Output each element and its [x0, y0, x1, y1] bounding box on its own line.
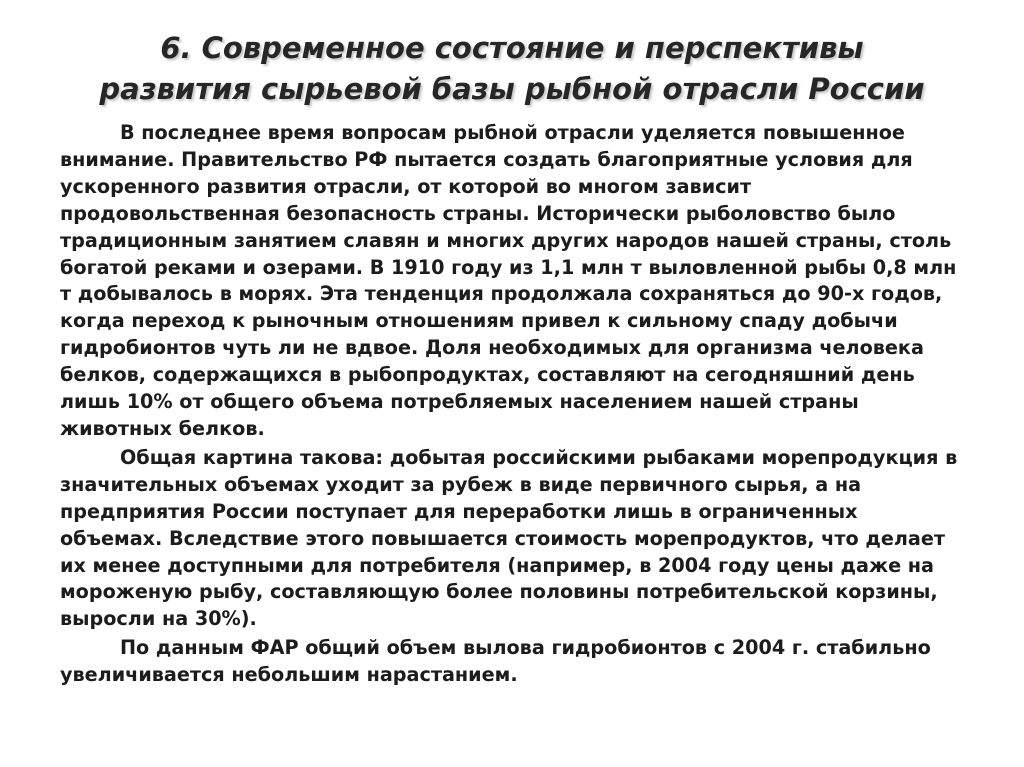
- paragraph-1: В последнее время вопросам рыбной отрасли уделяется повышенное внимание. Правительство РФ пытается создать благоприятные условия для ускоренного развития отрасли, от которой во многом зависит продовольственная безопасность страны. Исторически рыболовство было традиционным занятием славян и многих других народов нашей страны, столь богатой реками и озерами. В 1910 году из 1,1 млн т выловленной рыбы 0,8 млн т добывалось в морях. Эта тенденция продолжала сохраняться до 90-х годов, когда переход к рыночным отношениям привел к сильному спаду добычи гидробионтов чуть ли не вдвое. Доля необходимых для организма человека белков, содержащихся в рыбопродуктах, составляют на сегодняшний день лишь 10% от общего объема потребляемых населением нашей страны животных белков.: [60, 121, 957, 440]
- slide-title: 6. Современное состояние и перспективы развития сырьевой базы рыбной отрасли России: [99, 31, 925, 106]
- paragraph-3: По данным ФАР общий объем вылова гидробионтов с 2004 г. стабильно увеличивается небольшим нарастанием.: [60, 636, 931, 687]
- paragraph-2: Общая картина такова: добытая российскими рыбаками морепродукция в значительных объемах уходит за рубеж в виде первичного сырья, а на предприятия России поступает для переработки лишь в ограниченных объемах. Вследствие этого повышается стоимость морепродуктов, что делает их менее доступными для потребителя (например, в 2004 году цены даже на мороженую рыбу, составляющую более половины потребительской корзины, выросли на 30%).: [60, 445, 958, 631]
- slide-body: [60, 120, 964, 689]
